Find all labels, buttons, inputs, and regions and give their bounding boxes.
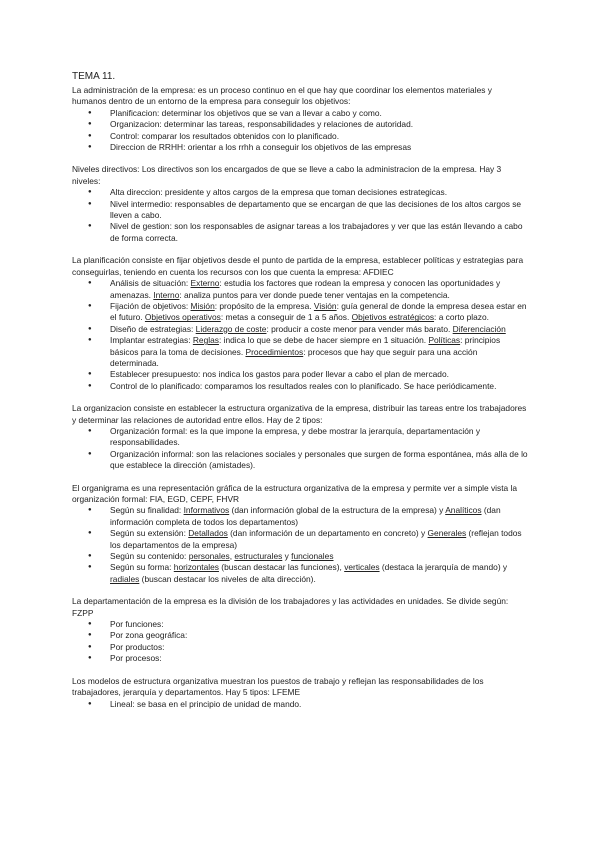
list-item: ● Por zona geográfica: (110, 630, 528, 641)
list-item: ● Nivel intermedio: responsables de departamento que se encargan de que las decisiones de los altos cargos se lleven a cabo. (110, 199, 528, 222)
list-item: ● Alta direccion: presidente y altos cargos de la empresa que toman decisiones estrategicas. (110, 187, 528, 198)
list-item: ● Según su forma: horizontales (buscan destacar las funciones), verticales (destaca la jerarquía de mando) y radiales (buscan destacar los niveles de alta dirección). (110, 562, 528, 585)
list-item: ● Por procesos: (110, 653, 528, 664)
admin-intro: La administración de la empresa: es un proceso continuo en el que hay que coordinar los elementos materiales y humanos dentro de un entorno de la empresa para conseguir los objetivos: (72, 85, 492, 107)
list-item: ● Nivel de gestion: son los responsables de asignar tareas a los trabajadores y ver que las están llevando a cabo de forma correcta. (110, 221, 528, 244)
list-item: ● Fijación de objetivos: Misión: propósito de la empresa. Visión: guía general de donde la empresa desea estar en el futuro. Objetivos operativos: metas a conseguir de 1 a 5 años. Objetivos estratégicos: a corto plazo. (110, 301, 528, 324)
list-item: ● Organización informal: son las relaciones sociales y personales que surgen de forma espontánea, más alla de lo que establece la dirección (amistades). (110, 449, 528, 472)
organization-intro: La organizacion consiste en establecer la estructura organizativa de la empresa, distribuir las tareas entre los trabajadores y determinar las relaciones de autoridad entre ellos. Hay de 2 tipos: (72, 403, 527, 425)
departments-list (72, 619, 528, 665)
list-item: ● Organización formal: es la que impone la empresa, y debe mostrar la jerarquía, departamentación y responsabilidades. (110, 426, 528, 449)
list-item: ● Lineal: se basa en el principio de unidad de mando. (110, 699, 528, 710)
list-item: ● Implantar estrategias: Reglas: indica lo que se debe de hacer siempre en 1 situación. Políticas: principios básicos para la toma de decisiones. Procedimientos: procesos que hay que seguir para una acción determinada. (110, 335, 528, 369)
planning-intro: La planificación consiste en fijar objetivos desde el punto de partida de la empresa, establecer políticas y estrategias para conseguirlas, teniendo en cuenta los recursos con los que cuenta la empresa: AFDIEC (72, 255, 524, 277)
list-item: ● Por productos: (110, 642, 528, 653)
document-page (72, 71, 528, 710)
levels-list (72, 187, 528, 244)
orgchart-list (72, 505, 528, 585)
page-title: TEMA 11. (72, 71, 116, 82)
levels-intro: Niveles directivos: Los directivos son los encargados de que se lleve a cabo la administracion de la empresa. Hay 3 niveles: (72, 164, 502, 186)
orgchart-intro: El organigrama es una representación gráfica de la estructura organizativa de la empresa y permite ver a simple vista la organización formal: FIA, EGD, CEPF, FHVR (72, 482, 518, 504)
list-item: ● Control de lo planificado: comparamos los resultados reales con lo planificado. Se hace periódicamente. (110, 381, 528, 392)
list-item: ● Según su finalidad: Informativos (dan información global de la estructura de la empresa) y Analíticos (dan información completa de todos los departamentos) (110, 505, 528, 528)
planning-list (72, 278, 528, 392)
models-list (72, 699, 528, 710)
list-item: ● Según su contenido: personales, estructurales y funcionales (110, 551, 528, 562)
list-item: ● Organizacion: determinar las tareas, responsabilidades y relaciones de autoridad. (110, 119, 528, 130)
admin-list (72, 108, 528, 154)
list-item: ● Por funciones: (110, 619, 528, 630)
list-item: ● Control: comparar los resultados obtenidos con lo planificado. (110, 131, 528, 142)
list-item: ● Planificacion: determinar los objetivos que se van a llevar a cabo y como. (110, 108, 528, 119)
organization-list (72, 426, 528, 472)
departments-intro: La departamentación de la empresa es la división de los trabajadores y las actividades en unidades. Se divide según: FZPP (72, 596, 509, 618)
models-intro: Los modelos de estructura organizativa muestran los puestos de trabajo y reflejan las responsabilidades de los trabajadores, jerarquía y departamentos. Hay 5 tipos: LFEME (72, 675, 484, 698)
list-item: ● Establecer presupuesto: nos indica los gastos para poder llevar a cabo el plan de mercado. (110, 369, 528, 380)
list-item: ● Análisis de situación: Externo: estudia los factores que rodean la empresa y conocen las oportunidades y amenazas. Interno: analiza puntos para ver donde puede tener ventajas en la competencia. (110, 278, 528, 301)
list-item: ● Diseño de estrategias: Liderazgo de coste: producir a coste menor para vender más barato. Diferenciación (110, 324, 528, 335)
list-item: ● Direccion de RRHH: orientar a los rrhh a conseguir los objetivos de las empresas (110, 142, 528, 153)
list-item: ● Según su extensión: Detallados (dan información de un departamento en concreto) y Generales (reflejan todos los departamentos de la empresa) (110, 528, 528, 551)
